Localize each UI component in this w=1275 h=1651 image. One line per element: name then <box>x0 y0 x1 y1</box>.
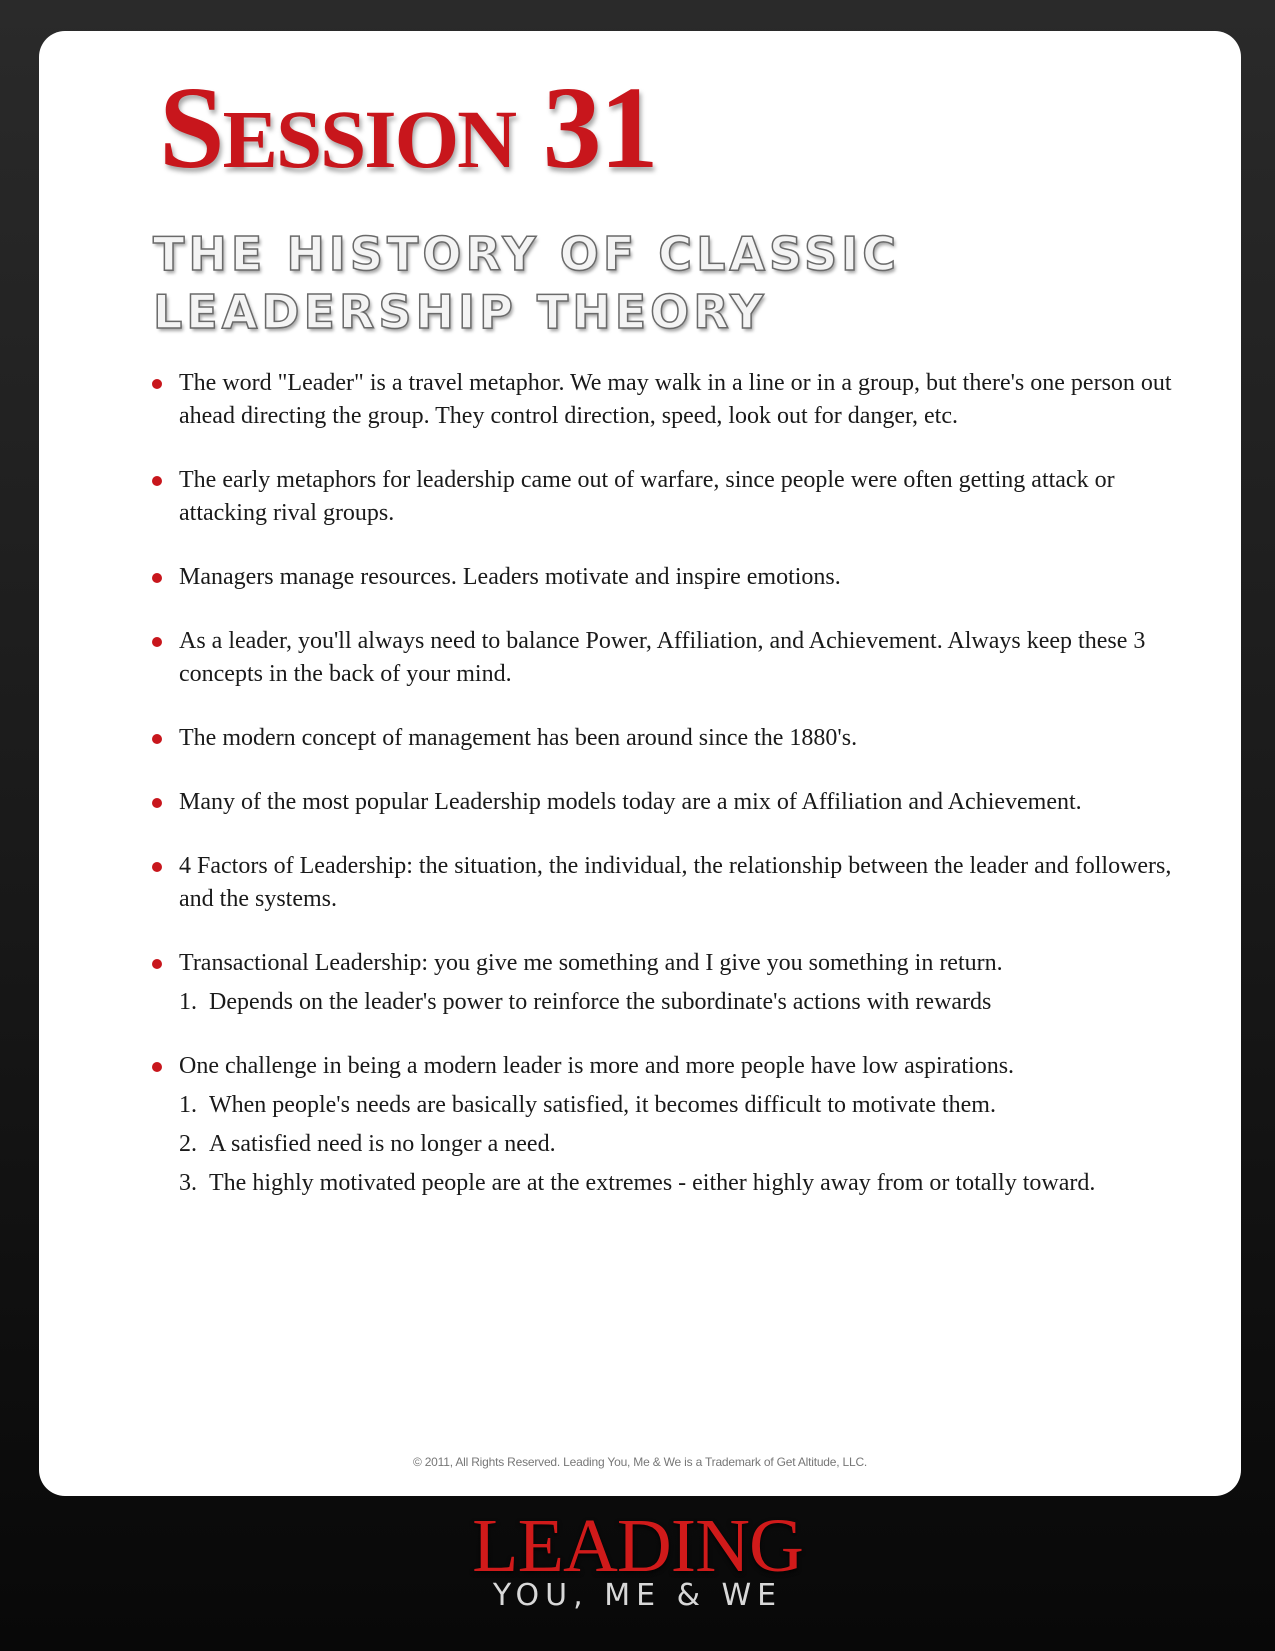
bullet-item <box>152 786 1172 819</box>
sub-item-number: 1. <box>179 989 197 1015</box>
sub-list <box>179 986 1172 1019</box>
subtitle-line-1: THE HISTORY OF CLASSIC <box>153 227 901 281</box>
bullet-text: The early metaphors for leadership came out of warfare, since people were often getting attack or attacking rival groups. <box>179 467 1115 526</box>
bullet-dot-icon <box>152 573 162 583</box>
bullet-dot-icon <box>152 959 162 969</box>
bullet-dot-icon <box>152 1062 162 1072</box>
bullet-dot-icon <box>152 476 162 486</box>
sub-list-item <box>179 1089 1172 1122</box>
sub-item-text: When people's needs are basically satisfied, it becomes difficult to motivate them. <box>209 1092 996 1118</box>
sub-list-item <box>179 1128 1172 1161</box>
bullet-dot-icon <box>152 734 162 744</box>
bullet-item <box>152 1050 1172 1200</box>
sub-list <box>179 1089 1172 1200</box>
bullet-text: Many of the most popular Leadership models today are a mix of Affiliation and Achievement. <box>179 789 1082 815</box>
sub-item-number: 2. <box>179 1131 197 1157</box>
page-card <box>39 31 1241 1496</box>
sub-item-text: Depends on the leader's power to reinforce the subordinate's actions with rewards <box>209 989 992 1015</box>
bullet-dot-icon <box>152 798 162 808</box>
sub-item-text: A satisfied need is no longer a need. <box>209 1131 556 1157</box>
page-subtitle <box>153 225 900 341</box>
logo-tagline: YOU, ME & WE <box>492 1578 783 1613</box>
bullet-item <box>152 722 1172 755</box>
bullet-item <box>152 850 1172 916</box>
bullet-item <box>152 464 1172 530</box>
bullet-item <box>152 561 1172 594</box>
bullet-text: The modern concept of management has been around since the 1880's. <box>179 725 858 751</box>
bullet-item <box>152 625 1172 691</box>
subtitle-line-2: LEADERSHIP THEORY <box>153 285 768 339</box>
session-title: Session 31 <box>159 62 657 193</box>
bullet-text: The word "Leader" is a travel metaphor. We may walk in a line or in a group, but there's one person out ahead directing the group. They control direction, speed, look out for danger, etc. <box>179 370 1172 429</box>
bullet-dot-icon <box>152 862 162 872</box>
bullet-dot-icon <box>152 637 162 647</box>
bullet-text: 4 Factors of Leadership: the situation, the individual, the relationship between the leader and followers, and the systems. <box>179 853 1172 912</box>
logo-wordmark: LEADING <box>472 1504 803 1588</box>
sub-item-number: 1. <box>179 1092 197 1118</box>
bullet-text: One challenge in being a modern leader is more and more people have low aspirations. <box>179 1053 1015 1079</box>
brand-logo <box>0 1504 1275 1613</box>
sub-list-item <box>179 1167 1172 1200</box>
bullet-list <box>152 367 1172 1231</box>
bullet-text: Transactional Leadership: you give me something and I give you something in return. <box>179 950 1003 976</box>
bullet-text: Managers manage resources. Leaders motivate and inspire emotions. <box>179 564 841 590</box>
bullet-text: As a leader, you'll always need to balance Power, Affiliation, and Achievement. Always keep these 3 concepts in the back of your mind. <box>179 628 1146 687</box>
sub-item-text: The highly motivated people are at the extremes - either highly away from or totally toward. <box>209 1170 1096 1196</box>
bullet-item <box>152 947 1172 1019</box>
copyright-notice: © 2011, All Rights Reserved. Leading You, Me & We is a Trademark of Get Altitude, LLC. <box>412 1455 868 1469</box>
sub-list-item <box>179 986 1172 1019</box>
bullet-item <box>152 367 1172 433</box>
sub-item-number: 3. <box>179 1170 197 1196</box>
bullet-dot-icon <box>152 379 162 389</box>
